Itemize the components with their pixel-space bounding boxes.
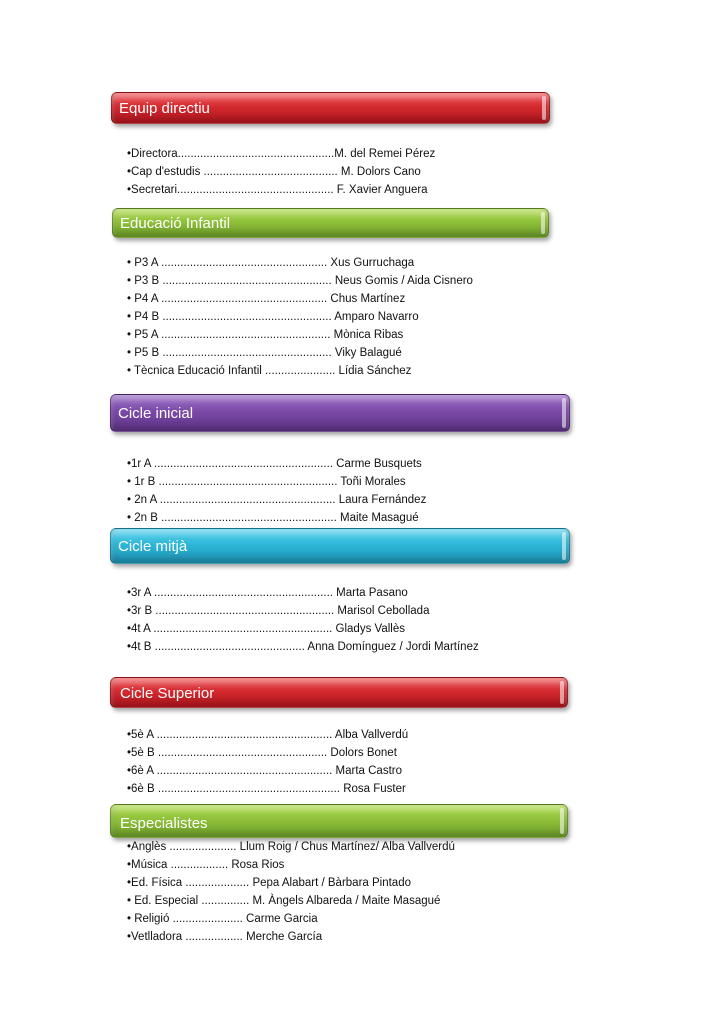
list-item: • 1r B ........................................................ Toñi Morales <box>127 476 406 488</box>
list-item: • P3 B ..................................................... Neus Gomis / Aida Cisnero <box>127 275 473 287</box>
list-item: •Ed. Física .................... Pepa Alabart / Bàrbara Pintado <box>127 877 411 889</box>
section-header-cicle-inicial <box>110 394 570 432</box>
list-item: •4t A ........................................................ Gladys Vallès <box>127 623 405 635</box>
list-item: •6è A ....................................................... Marta Castro <box>127 765 402 777</box>
section-header-especialistes <box>110 804 568 838</box>
list-item: •6è B ......................................................... Rosa Fuster <box>127 783 406 795</box>
list-item: • 2n B ....................................................... Maite Masagué <box>127 512 419 524</box>
list-item: •5è A ....................................................... Alba Vallverdú <box>127 729 409 741</box>
list-item: • P5 A ..................................................... Mònica Ribas <box>127 329 404 341</box>
section-title: Cicle mitjà <box>118 538 188 555</box>
section-title: Especialistes <box>120 815 208 832</box>
section-title: Cicle Superior <box>120 685 215 702</box>
section-list-especialistes <box>127 838 455 946</box>
list-item: •3r A ........................................................ Marta Pasano <box>127 587 408 599</box>
list-item: •Secretari................................................. F. Xavier Anguera <box>127 184 428 196</box>
list-item: • Ed. Especial ............... M. Àngels Albareda / Maite Masagué <box>127 895 441 907</box>
section-header-cicle-mitja <box>110 528 570 564</box>
list-item: •Cap d'estudis .......................................... M. Dolors Cano <box>127 166 421 178</box>
list-item: • Religió ...................... Carme Garcia <box>127 913 318 925</box>
list-item: •5è B ..................................................... Dolors Bonet <box>127 747 397 759</box>
section-list-cicle-superior <box>127 726 408 798</box>
section-title: Equip directiu <box>119 100 210 117</box>
list-item: •3r B ........................................................ Marisol Cebollada <box>127 605 430 617</box>
list-item: •4t B ............................................... Anna Domínguez / Jordi Martínez <box>127 641 479 653</box>
list-item: •Anglès ..................... Llum Roig / Chus Martínez/ Alba Vallverdú <box>127 841 455 853</box>
list-item: •Música .................. Rosa Rios <box>127 859 285 871</box>
list-item: • P4 A .................................................... Chus Martínez <box>127 293 406 305</box>
list-item: •1r A ........................................................ Carme Busquets <box>127 458 422 470</box>
list-item: • P5 B ..................................................... Viky Balagué <box>127 347 402 359</box>
section-list-equip-directiu <box>127 145 435 199</box>
section-header-cicle-superior <box>110 677 568 708</box>
section-header-equip-directiu <box>111 92 550 124</box>
section-title: Educació Infantil <box>120 215 231 232</box>
list-item: •Vetlladora .................. Merche García <box>127 931 323 943</box>
list-item: • 2n A ....................................................... Laura Fernández <box>127 494 427 506</box>
list-item: • P4 B ..................................................... Amparo Navarro <box>127 311 419 323</box>
section-list-educacio-infantil <box>127 254 473 380</box>
section-header-educacio-infantil <box>112 208 549 238</box>
list-item: • P3 A .................................................... Xus Gurruchaga <box>127 257 415 269</box>
section-list-cicle-inicial <box>127 455 426 527</box>
list-item: •Directora.................................................M. del Remei Pérez <box>127 148 436 160</box>
section-title: Cicle inicial <box>118 405 194 422</box>
list-item: • Tècnica Educació Infantil ...................... Lídia Sánchez <box>127 365 412 377</box>
section-list-cicle-mitja <box>127 584 479 656</box>
